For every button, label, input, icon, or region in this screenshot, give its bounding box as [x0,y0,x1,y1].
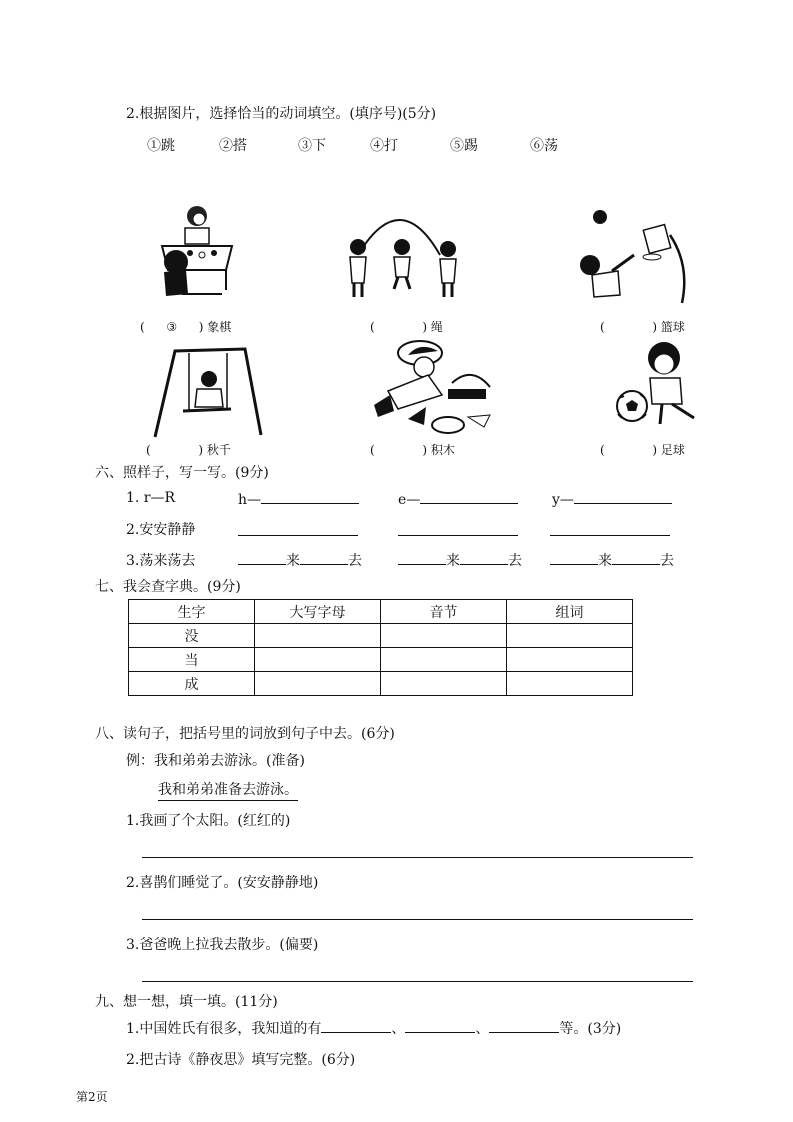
swing-illustration [145,345,265,440]
dictionary-table [128,599,633,696]
picture-1-caption: ( ③ ) 象棋 [140,320,232,334]
answer-cell[interactable] [381,672,507,696]
s8-item-3: 3.爸爸晚上拉我去散步。(偏要) [126,937,319,953]
s6-row3-example: 3.荡来荡去 [126,553,196,569]
header-character: 生字 [129,600,255,624]
option-4: ④打 [370,138,398,154]
s8-item-2: 2.喜鹊们睡觉了。(安安静静地) [126,875,319,891]
picture-1-answer[interactable]: ③ [166,320,178,334]
s6-row1-example: 1. r—R [126,490,176,506]
table-row [129,624,633,648]
row-character: 当 [129,648,255,672]
s8-example: 例：我和弟弟去游泳。(准备) [126,753,305,769]
picture-3-caption: ( ) 篮球 [600,320,685,334]
answer-cell[interactable] [507,624,633,648]
option-6: ⑥荡 [530,138,558,154]
picture-4-caption: ( ) 秋千 [146,443,231,457]
section-9-title: 九、想一想，填一填。(11分) [95,994,278,1010]
s6-row2-blank-2[interactable] [398,535,518,536]
s6-row3-group-1: 来 去 [238,550,362,570]
football-illustration [612,338,702,438]
answer-cell[interactable] [507,672,633,696]
answer-cell[interactable] [381,624,507,648]
building-blocks-illustration [368,335,498,440]
s6-row3-blank[interactable] [550,551,598,565]
section-6-title: 六、照样子，写一写。(9分) [95,465,269,481]
table-row [129,648,633,672]
s8-answer-line-2[interactable] [142,919,693,920]
s6-blank-h[interactable] [261,490,359,504]
table-row [129,672,633,696]
s6-row3-blank[interactable] [398,551,446,565]
section-8-title: 八、读句子，把括号里的词放到句子中去。(6分) [95,726,395,742]
s6-row2-example: 2.安安静静 [126,522,196,538]
picture-2-caption: ( ) 绳 [370,320,443,334]
basketball-illustration [572,205,692,305]
jump-rope-illustration [340,205,470,300]
s6-row3-blank[interactable] [300,551,348,565]
s6-row3-blank[interactable] [238,551,286,565]
s6-blank-y[interactable] [574,490,672,504]
answer-cell[interactable] [507,648,633,672]
s8-answer-line-1[interactable] [142,857,693,858]
answer-cell[interactable] [255,648,381,672]
row-character: 成 [129,672,255,696]
header-capital-letter: 大写字母 [255,600,381,624]
s6-row2-blank-1[interactable] [238,535,358,536]
row-character: 没 [129,624,255,648]
surname-blank-3[interactable] [489,1019,559,1033]
s6-row1-item-e: e— [398,490,518,508]
s9-item-1: 1.中国姓氏有很多，我知道的有 、 、 等。(3分) [126,1021,622,1037]
option-3: ③下 [298,138,326,154]
q2-title: 2.根据图片，选择恰当的动词填空。(填序号)(5分) [126,106,437,122]
header-word: 组词 [507,600,633,624]
answer-cell[interactable] [381,648,507,672]
answer-cell[interactable] [255,672,381,696]
picture-5-caption: ( ) 积木 [370,443,455,457]
s8-item-1: 1.我画了个太阳。(红红的) [126,813,291,829]
s6-row3-group-2: 来 去 [398,550,522,570]
picture-6-caption: ( ) 足球 [600,443,685,457]
s6-row3-blank[interactable] [460,551,508,565]
chess-players-illustration [152,200,242,300]
s6-row2-blank-3[interactable] [550,535,670,536]
s9-item-2: 2.把古诗《静夜思》填写完整。(6分) [126,1052,356,1068]
table-header-row [129,600,633,624]
s8-answer-line-3[interactable] [142,981,693,982]
s6-row1-item-h: h— [238,490,359,508]
section-7-title: 七、我会查字典。(9分) [95,579,241,595]
s6-row3-group-3: 来 去 [550,550,674,570]
option-5: ⑤踢 [450,138,478,154]
option-1: ①跳 [147,138,175,154]
page-number: 第2页 [76,1090,108,1104]
surname-blank-1[interactable] [321,1019,391,1033]
option-2: ②搭 [219,138,247,154]
answer-cell[interactable] [255,624,381,648]
header-syllable: 音节 [381,600,507,624]
s6-row3-blank[interactable] [612,551,660,565]
surname-blank-2[interactable] [405,1019,475,1033]
s8-example-answer: 我和弟弟准备去游泳。 [158,779,298,801]
s6-row1-item-y: y— [552,490,672,508]
s6-blank-e[interactable] [420,490,518,504]
